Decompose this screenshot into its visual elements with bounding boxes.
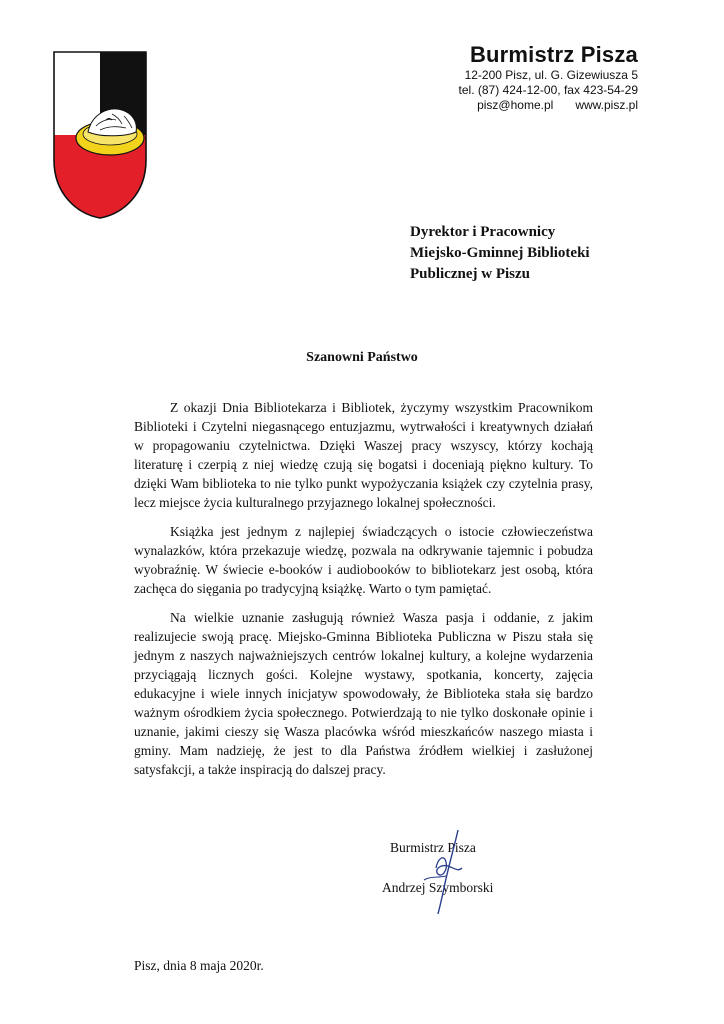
- body-paragraph: Z okazji Dnia Bibliotekarza i Bibliotek, życzymy wszystkim Pracownikom Biblioteki i Czytelni niegasnącego entuzjazmu, wytrwałości i kreatywnych działań w propagowaniu czytelnictwa. Dzięki Waszej pracy wszyscy, którzy kochają literaturę i czerpią z niej wiedzę czują się bogatsi i doceniają piękno kultury. To dzięki Wam biblioteka to nie tylko punkt wypożyczania książek czy czytelnia prasy, lecz miejsce życia kulturalnego przyjaznego lokalnej społeczności.: [134, 400, 593, 510]
- letterhead-contact: [459, 98, 638, 113]
- coat-of-arms-icon: [52, 50, 148, 220]
- body-paragraph: Na wielkie uznanie zasługują również Wasza pasja i oddanie, z jakim realizujecie swoją pracę. Miejsko-Gminna Biblioteka Publiczna w Piszu stała się jednym z naszych najważniejszych centrów lokalnej kultury, a kolejne wydarzenia przyciągają licznych gości. Kolejne wystawy, spotkania, koncerty, zajęcia edukacyjne i wiele innych inicjatyw spowodowały, że Biblioteka stała się bardzo ważnym ośrodkiem życia społecznego. Potwierdzają to nie tylko doskonałe opinie i uznanie, jakimi cieszy się Wasza placówka wśród mieszkańców naszego miasta i gminy. Mam nadzieję, że jest to dla Państwa źródłem wielkiej i zasłużonej satysfakcji, a także inspiracją do dalszej pracy.: [134, 610, 593, 777]
- letterhead-phone: tel. (87) 424-12-00, fax 423-54-29: [458, 83, 638, 97]
- letter-date: Pisz, dnia 8 maja 2020r.: [134, 958, 264, 973]
- letterhead-title: Burmistrz Pisza: [469, 42, 638, 67]
- salutation: Szanowni Państwo: [306, 350, 418, 365]
- letterhead: [459, 42, 638, 113]
- letterhead-website: www.pisz.pl: [575, 98, 638, 112]
- recipient-line: Dyrektor i Pracownicy: [410, 224, 556, 240]
- handwritten-signature-icon: [418, 828, 476, 916]
- signature-title: Burmistrz Pisza: [390, 840, 476, 855]
- recipient-line: Miejsko-Gminnej Biblioteki: [410, 245, 590, 261]
- letter-body: [134, 398, 593, 789]
- signature-name: Andrzej Szymborski: [382, 880, 494, 895]
- letterhead-email: pisz@home.pl: [477, 98, 554, 112]
- recipient-block: [410, 222, 590, 285]
- letterhead-address: 12-200 Pisz, ul. G. Gizewiusza 5: [464, 68, 638, 82]
- recipient-line: Publicznej w Piszu: [410, 266, 530, 282]
- body-paragraph: Książka jest jednym z najlepiej świadczących o istocie człowieczeństwa wynalazków, która przekazuje wiedzę, pozwala na odkrywanie tajemnic i pobudza wyobraźnię. W świecie e-booków i audiobooków to bibliotekarz jest osobą, która zachęca do sięgania po tradycyjną książkę. Warto o tym pamiętać.: [134, 524, 593, 596]
